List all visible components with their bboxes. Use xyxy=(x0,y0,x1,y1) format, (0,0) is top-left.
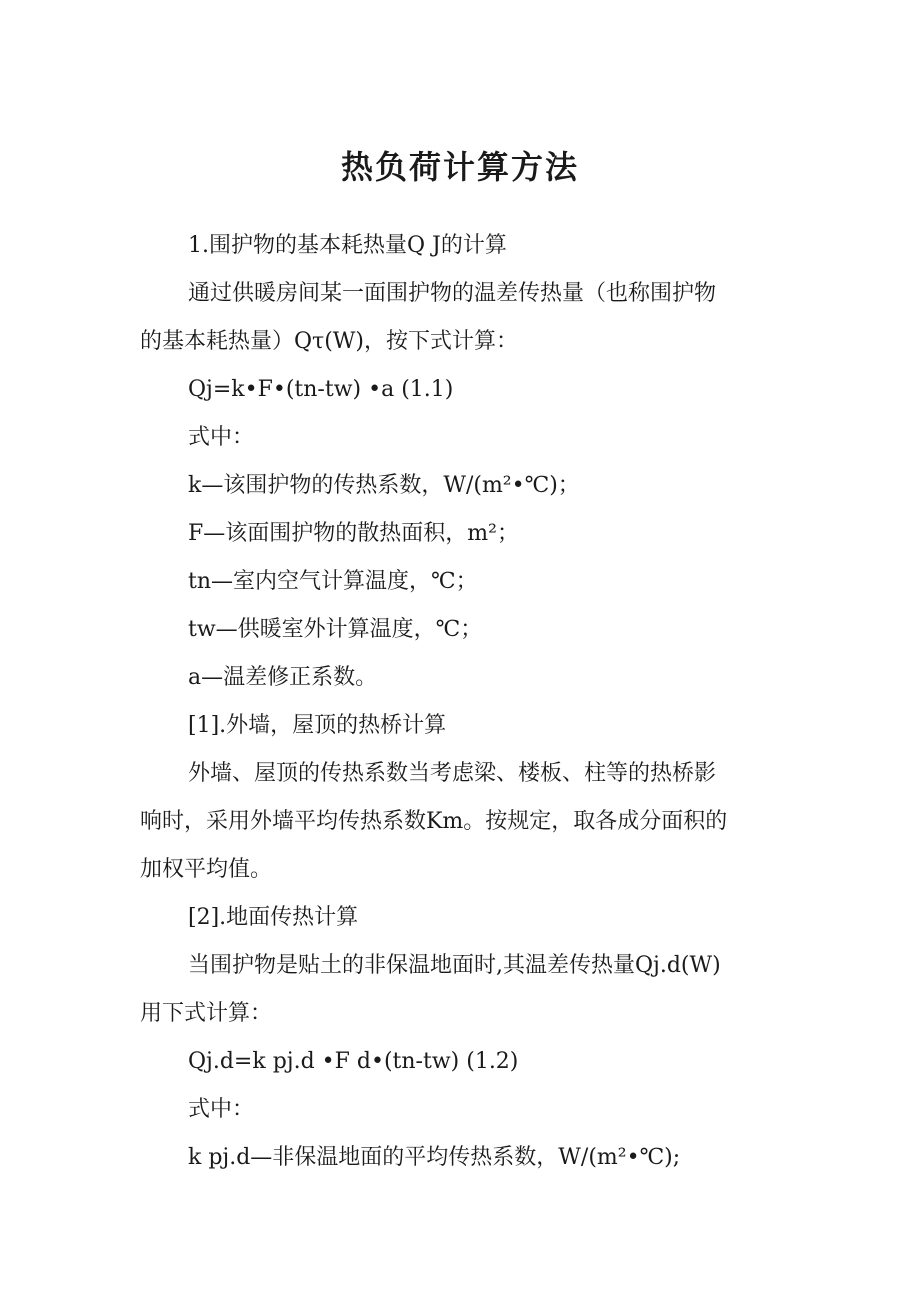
section-heading-ground: [2].地面传热计算 xyxy=(188,905,359,930)
paragraph-line: 响时，采用外墙平均传热系数Km。按规定，取各成分面积的 xyxy=(140,809,728,834)
paragraph-line: 加权平均值。 xyxy=(140,857,273,882)
where-label: 式中： xyxy=(188,1097,255,1122)
definition-kpjd: k pj.d—非保温地面的平均传热系数，W/(m²•℃); xyxy=(188,1145,681,1170)
paragraph-line: 外墙、屋顶的传热系数当考虑梁、楼板、柱等的热桥影 xyxy=(188,761,717,786)
definition-f: F—该面围护物的散热面积，m²； xyxy=(188,521,519,546)
document-title: 热负荷计算方法 xyxy=(340,148,579,186)
section-heading-1: 1.围护物的基本耗热量Q J的计算 xyxy=(188,233,507,258)
paragraph-line: 当围护物是贴土的非保温地面时,其温差传热量Qj.d(W) xyxy=(188,953,721,978)
definition-a: a—温差修正系数。 xyxy=(188,665,378,690)
formula-1-2: Qj.d=k pj.d •F d•(tn-tw) (1.2) xyxy=(188,1049,519,1074)
where-label: 式中： xyxy=(188,425,255,450)
definition-tn: tn—室内空气计算温度，℃； xyxy=(188,569,478,594)
paragraph-line: 通过供暖房间某一面围护物的温差传热量（也称围护物 xyxy=(188,281,717,306)
paragraph-line: 的基本耗热量）Qτ(W)，按下式计算： xyxy=(140,329,518,354)
section-heading-wall: [1].外墙，屋顶的热桥计算 xyxy=(188,713,447,738)
paragraph-line: 用下式计算： xyxy=(140,1001,273,1026)
definition-k: k—该围护物的传热系数，W/(m²•℃)； xyxy=(188,473,580,498)
formula-1-1: Qj=k•F•(tn-tw) •a (1.1) xyxy=(188,377,454,402)
definition-tw: tw—供暖室外计算温度，℃； xyxy=(188,617,483,642)
